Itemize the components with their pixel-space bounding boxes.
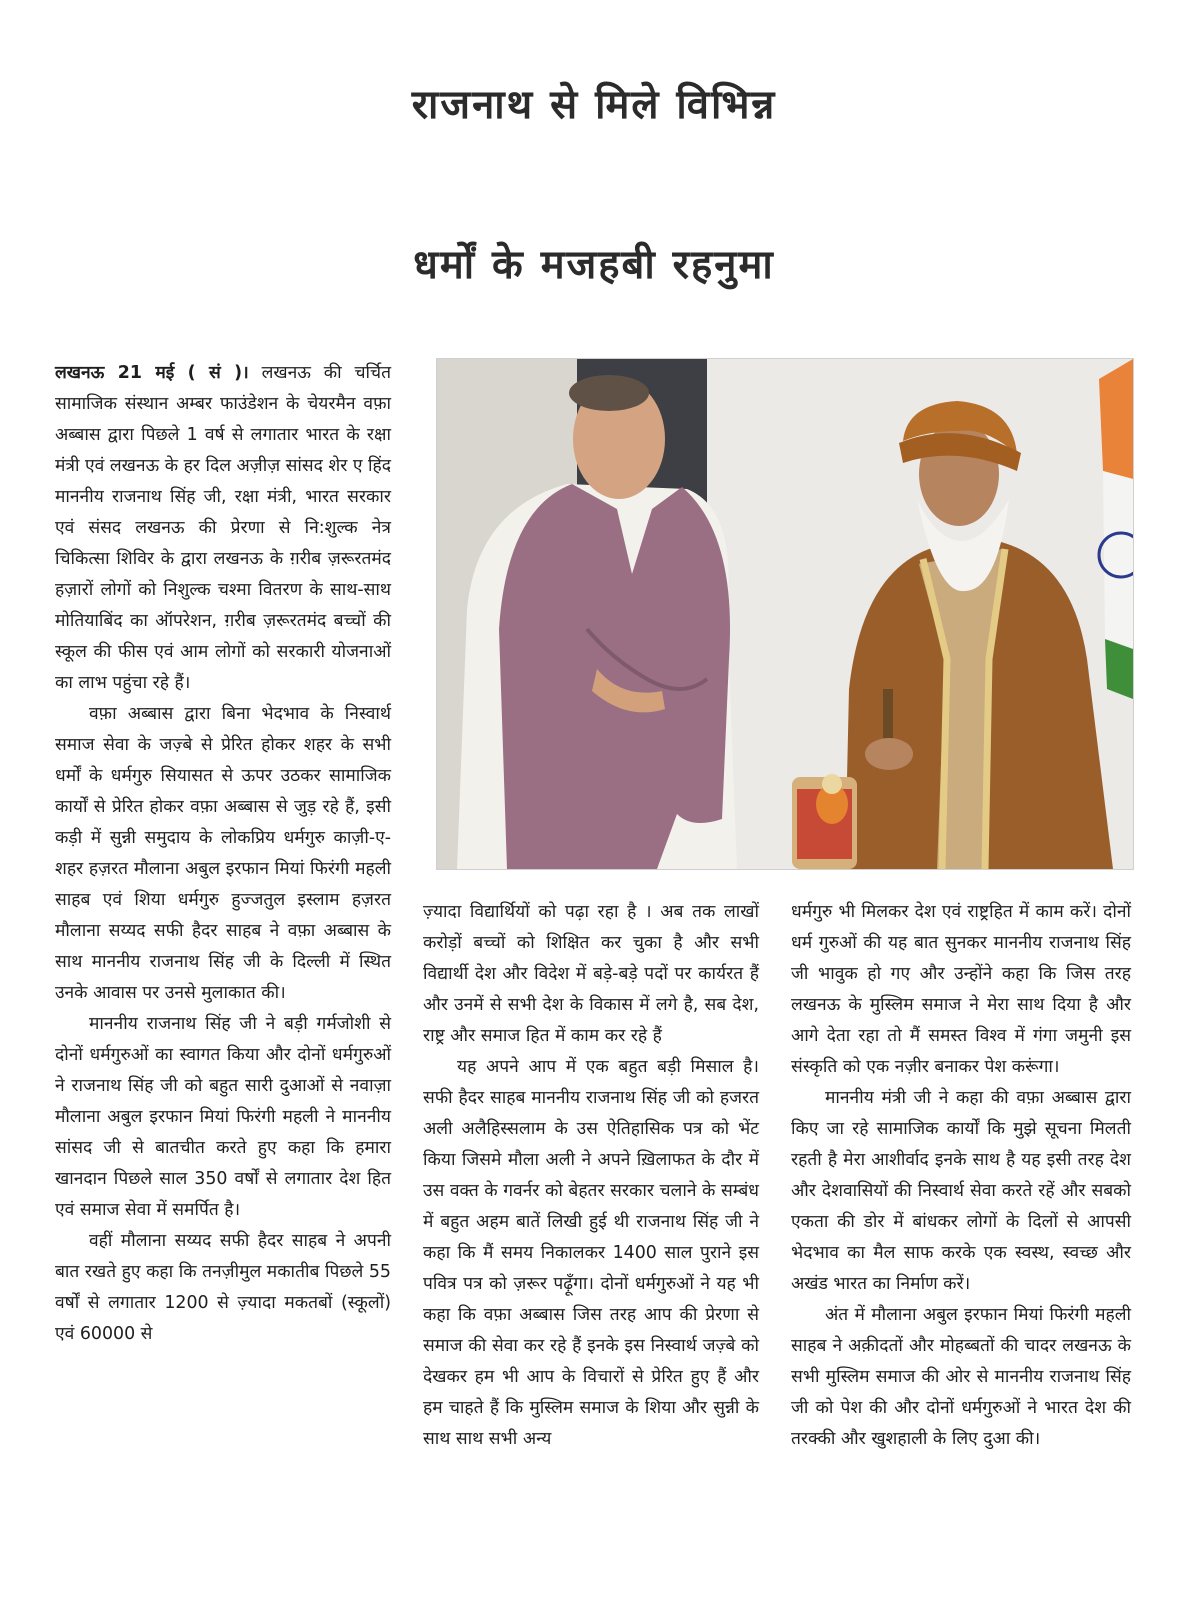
column-1-paragraph-2: वफ़ा अब्बास द्वारा बिना भेदभाव के निस्वार्थ समाज सेवा के जज़्बे से प्रेरित होकर शहर के सभी धर्मों के धर्मगुरु सियासत से ऊपर उठकर सामाजिक कार्यों से प्रेरित होकर वफ़ा अब्बास से जुड़ रहे हैं, इसी कड़ी में सुन्नी समुदाय के लोकप्रिय धर्मगुरु काज़ी-ए-शहर हज़रत मौलाना अबुल इरफान मियां फिरंगी महली साहब एवं शिया धर्मगुरु हुज्जतुल इस्लाम हज़रत मौलाना सय्यद सफी हैदर साहब ने वफ़ा अब्बास के साथ माननीय राजनाथ सिंह जी के दिल्ली में स्थित उनके आवास पर उनसे मुलाकात की। — [55, 704, 391, 1003]
article-column-3 — [791, 897, 1131, 1455]
column-1-paragraph-4: वहीं मौलाना सय्यद सफी हैदर साहब ने अपनी बात रखते हुए कहा कि तनज़ीमुल मकातीब पिछले 55 वर्षों से लगातार 1200 से ज़्यादा मकतबों (स्कूलों) एवं 60000 से — [55, 1231, 391, 1344]
news-photo — [436, 358, 1134, 870]
headline-line-2: धर्मों के मजहबी रहनुमा — [413, 242, 775, 288]
column-1-paragraph-1-text: लखनऊ की चर्चित सामाजिक संस्थान अम्बर फाउंडेशन के चेयरमैन वफ़ा अब्बास द्वारा पिछले 1 वर्ष से लगातार भारत के रक्षा मंत्री एवं लखनऊ के हर दिल अज़ीज़ सांसद शेर ए हिंद माननीय राजनाथ सिंह जी, रक्षा मंत्री, भारत सरकार एवं संसद लखनऊ की प्रेरणा से नि:शुल्क नेत्र चिकित्सा शिविर के द्वारा लखनऊ के ग़रीब ज़रूरतमंद हज़ारों लोगों को निशुल्क चश्मा वितरण के साथ-साथ मोतियाबिंद का ऑपरेशन, ग़रीब ज़रूरतमंद बच्चों की स्कूल की फीस एवं आम लोगों को सरकारी योजनाओं का लाभ पहुंचा रहे हैं। — [55, 363, 392, 693]
column-1-paragraph-3: माननीय राजनाथ सिंह जी ने बड़ी गर्मजोशी से दोनों धर्मगुरुओं का स्वागत किया और दोनों धर्मगुरुओं ने राजनाथ सिंह जी को बहुत सारी दुआओं से नवाज़ा मौलाना अबुल इरफान मियां फिरंगी महली ने माननीय सांसद जी से बातचीत करते हुए कहा कि हमारा खानदान पिछले साल 350 वर्षों से लगातार देश हित एवं समाज सेवा में समर्पित है। — [55, 1014, 391, 1220]
headline-line-1: राजनाथ से मिले विभिन्न — [411, 82, 777, 128]
figurine-illustration — [792, 774, 857, 869]
article-column-1 — [55, 358, 391, 1350]
photo-illustration — [437, 359, 1133, 869]
column-1-paragraph-1 — [55, 358, 391, 699]
column-2-paragraph-1: ज़्यादा विद्यार्थियों को पढ़ा रहा है । अब तक लाखों करोड़ों बच्चों को शिक्षित कर चुका है और सभी विद्यार्थी देश और विदेश में बड़े-बड़े पदों पर कार्यरत हैं और उनमें से सभी देश के विकास में लगे है, सब देश, राष्ट्र और समाज हित में काम कर रहे हैं — [423, 902, 759, 1046]
column-3-paragraph-1: धर्मगुरु भी मिलकर देश एवं राष्ट्रहित में काम करें। दोनों धर्म गुरुओं की यह बात सुनकर माननीय राजनाथ सिंह जी भावुक हो गए और उन्होंने कहा कि जिस तरह लखनऊ के मुस्लिम समाज ने मेरा साथ दिया है और आगे देता रहा तो मैं समस्त विश्व में गंगा जमुनी इस संस्कृति को एक नज़ीर बनाकर पेश करूंगा। — [791, 902, 1131, 1077]
dateline: लखनऊ 21 मई ( सं )। — [55, 363, 249, 383]
column-3-paragraph-3: अंत में मौलाना अबुल इरफान मियां फिरंगी महली साहब ने अक़ीदतों और मोहब्बतों की चादर लखनऊ के सभी मुस्लिम समाज की ओर से माननीय राजनाथ सिंह जी को पेश की और दोनों धर्मगुरुओं ने भारत देश की तरक्की और खुशहाली के लिए दुआ की। — [791, 1305, 1131, 1449]
column-2-paragraph-2: यह अपने आप में एक बहुत बड़ी मिसाल है। सफी हैदर साहब माननीय राजनाथ सिंह जी को हजरत अली अलैहिस्सलाम के उस ऐतिहासिक पत्र को भेंट किया जिसमे मौला अली ने अपने ख़िलाफत के दौर में उस वक्त के गवर्नर को बेहतर सरकार चलाने के सम्बंध में बहुत अहम बातें लिखी हुई थी राजनाथ सिंह जी ने कहा कि मैं समय निकालकर 1400 साल पुराने इस पवित्र पत्र को ज़रूर पढ़ूँगा। दोनों धर्मगुरुओं ने यह भी कहा कि वफ़ा अब्बास जिस तरह आप की प्रेरणा से समाज की सेवा कर रहे हैं इनके इस निस्वार्थ जज़्बे को देखकर हम भी आप के विचारों से प्रेरित हुए हैं और हम चाहते हैं कि मुस्लिम समाज के शिया और सुन्नी के साथ साथ सभी अन्य — [423, 1057, 759, 1449]
article-column-2 — [423, 897, 759, 1455]
column-3-paragraph-2: माननीय मंत्री जी ने कहा की वफ़ा अब्बास द्वारा किए जा रहे सामाजिक कार्यों कि मुझे सूचना मिलती रहती है मेरा आशीर्वाद इनके साथ है यह इसी तरह देश और देशवासियों की निस्वार्थ सेवा करते रहें और सबको एकता की डोर में बांधकर लोगों के दिलों से आपसी भेदभाव का मैल साफ करके एक स्वस्थ, स्वच्छ और अखंड भारत का निर्माण करें। — [791, 1088, 1131, 1294]
